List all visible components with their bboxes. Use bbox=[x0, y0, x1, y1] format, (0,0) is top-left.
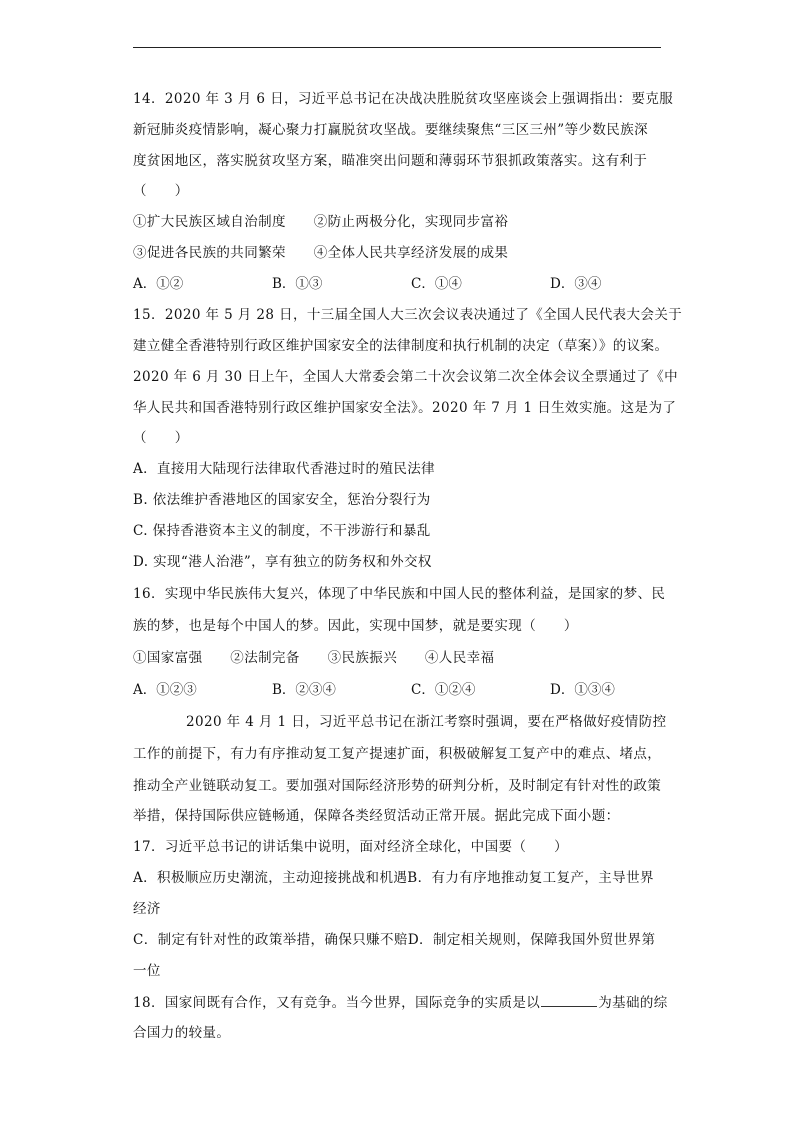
q18-stem-line-1 bbox=[133, 994, 668, 1011]
q16-option-a[interactable]: A．①②③ bbox=[133, 682, 197, 698]
q17-options-line-4: 一位 bbox=[133, 963, 161, 979]
q14-option-c[interactable]: C．①④ bbox=[411, 276, 462, 292]
q15-stem-line-1: 15．2020 年 5 月 28 日，十三届全国人大三次会议表决通过了《全国人民代表大会关于 bbox=[133, 307, 683, 323]
q15-stem-line-2: 建立健全香港特别行政区维护国家安全的法律制度和执行机制的决定（草案）》的议案。 bbox=[133, 338, 669, 354]
q14-option-d[interactable]: D．③④ bbox=[550, 276, 602, 292]
q15-answer-bracket: （ ） bbox=[133, 430, 189, 446]
q14-option-a[interactable]: A．①② bbox=[133, 276, 184, 292]
q15-option-a[interactable]: A．直接用大陆现行法律取代香港过时的殖民法律 bbox=[133, 461, 436, 477]
q14-answer-bracket: （ ） bbox=[133, 183, 189, 199]
q15-option-c[interactable]: C. 保持香港资本主义的制度，不干涉游行和暴乱 bbox=[133, 523, 431, 539]
header-rule bbox=[133, 47, 661, 48]
passage-line-2: 工作的前提下，有力有序推动复工复产提速扩面，积极破解复工复产中的难点、堵点， bbox=[133, 746, 662, 762]
q17-options-line-1[interactable]: A．积极顺应历史潮流，主动迎接挑战和机遇B．有力有序地推动复工复产，主导世界 bbox=[133, 870, 654, 886]
q16-option-b[interactable]: B．②③④ bbox=[272, 682, 336, 698]
q15-stem-line-4: 华人民共和国香港特别行政区维护国家安全法》。2020 年 7 月 1 日生效实施。这是为了 bbox=[133, 400, 677, 416]
q15-stem-line-3: 2020 年 6 月 30 日上午，全国人大常委会第二十次会议第二次全体会议全票通过了《中 bbox=[133, 369, 679, 385]
q14-stem-line-2: 新冠肺炎疫情影响，凝心聚力打赢脱贫攻坚战。要继续聚焦“三区三州”等少数民族深 bbox=[133, 122, 649, 138]
q14-option-b[interactable]: B．①③ bbox=[272, 276, 323, 292]
q17-options-line-2: 经济 bbox=[133, 901, 161, 917]
q17-stem: 17．习近平总书记的讲话集中说明，面对经济全球化，中国要（ ） bbox=[133, 839, 568, 855]
passage-line-4: 举措，保持国际供应链畅通，保障各类经贸活动正常开展。据此完成下面小题： bbox=[133, 808, 620, 824]
q17-options-line-3[interactable]: C．制定有针对性的政策举措，确保只赚不赔D．制定相关规则，保障我国外贸世界第 bbox=[133, 932, 656, 948]
q16-option-d[interactable]: D．①③④ bbox=[550, 682, 615, 698]
q16-option-c[interactable]: C．①②④ bbox=[411, 682, 476, 698]
q18-text-before: 18．国家间既有合作，又有竞争。当今世界，国际竞争的实质是以 bbox=[133, 995, 541, 1011]
q14-statements-2: ③促进各民族的共同繁荣 ④全体人民共享经济发展的成果 bbox=[133, 245, 509, 261]
q14-stem-line-1: 14．2020 年 3 月 6 日，习近平总书记在决战决胜脱贫攻坚座谈会上强调指出：要克服 bbox=[133, 91, 674, 107]
passage-line-3: 推动全产业链联动复工。要加强对国际经济形势的研判分析，及时制定有针对性的政策 bbox=[133, 778, 662, 794]
q16-statements: ①国家富强 ②法制完备 ③民族振兴 ④人民幸福 bbox=[133, 650, 495, 666]
q16-stem-line-1: 16．实现中华民族伟大复兴，体现了中华民族和中国人民的整体利益，是国家的梦、民 bbox=[133, 586, 666, 602]
q18-stem-line-2: 合国力的较量。 bbox=[133, 1025, 231, 1041]
q14-stem-line-3: 度贫困地区，落实脱贫攻坚方案，瞄准突出问题和薄弱环节狠抓政策落实。这有利于 bbox=[133, 153, 648, 169]
q18-text-after: 为基础的综 bbox=[598, 995, 668, 1011]
q14-statements-1: ①扩大民族区域自治制度 ②防止两极分化，实现同步富裕 bbox=[133, 214, 509, 230]
q15-option-d[interactable]: D. 实现“港人治港”，享有独立的防务权和外交权 bbox=[133, 554, 432, 570]
q16-stem-line-2: 族的梦，也是每个中国人的梦。因此，实现中国梦，就是要实现（ ） bbox=[133, 618, 578, 634]
q15-option-b[interactable]: B. 依法维护香港地区的国家安全，惩治分裂行为 bbox=[133, 492, 431, 508]
q18-fill-blank[interactable] bbox=[541, 994, 597, 1007]
passage-line-1: 2020 年 4 月 1 日，习近平总书记在浙江考察时强调，要在严格做好疫情防控 bbox=[186, 714, 667, 730]
